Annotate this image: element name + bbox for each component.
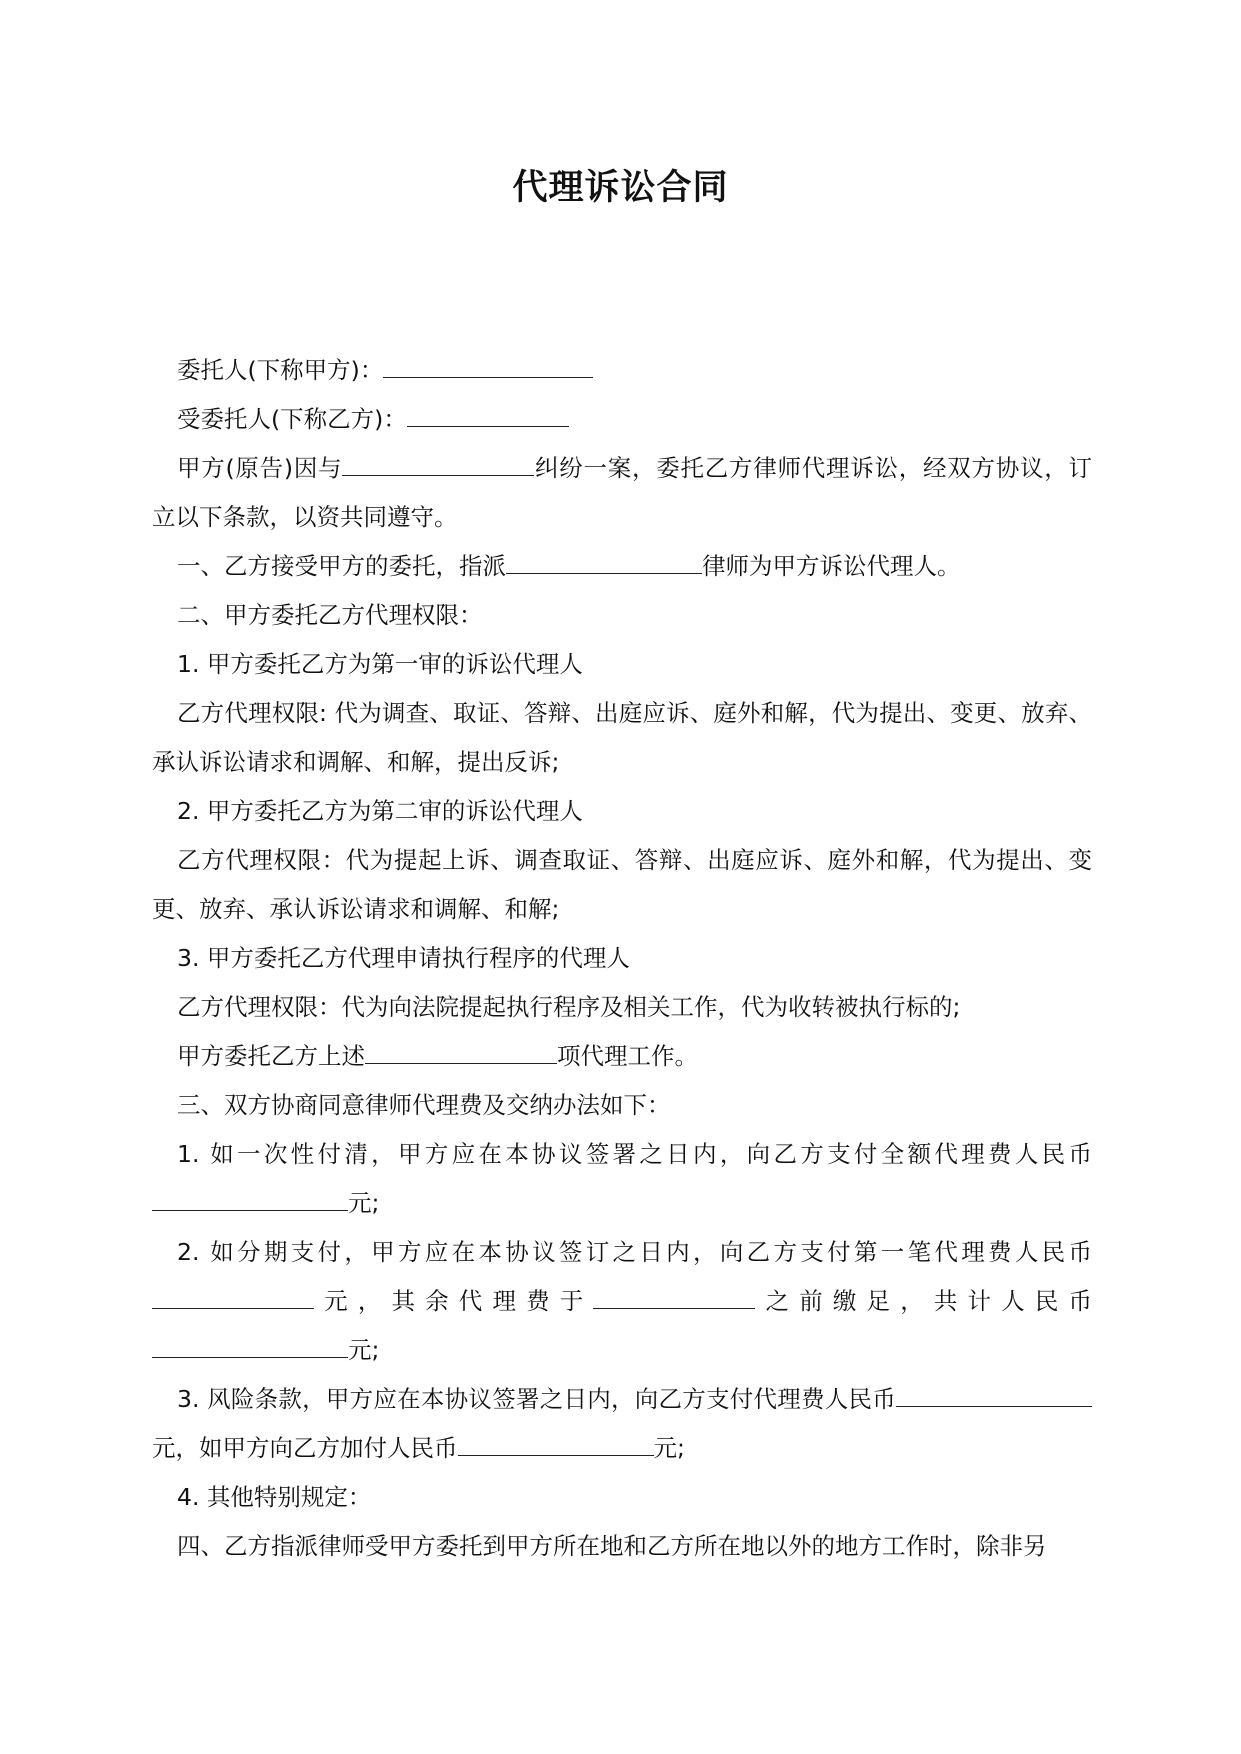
preamble-text-start: 甲方(原告)因与 (177, 454, 343, 482)
clause-one-text-end: 律师为甲方诉讼代理人。 (702, 552, 961, 580)
contract-body (152, 346, 1092, 1571)
preamble-text-end: 纠纷一案，委托乙方律师代理诉讼，经双方协议，订立以下条款，以资共同遵守。 (152, 454, 1092, 531)
agent-label: 受委托人(下称乙方)： (177, 405, 407, 433)
risk-extra-text: 元，如甲方向乙方加付人民币 (152, 1434, 458, 1462)
clause-two-item-3-scope: 乙方代理权限：代为向法院提起执行程序及相关工作，代为收转被执行标的; (177, 993, 961, 1021)
lump-sum-amount-blank (152, 1185, 348, 1211)
clause-three-item-4: 4. 其他特别规定： (177, 1483, 372, 1511)
lump-sum-text: 1. 如一次性付清，甲方应在本协议签署之日内，向乙方支付全额代理费人民币 (177, 1140, 1092, 1168)
risk-clause-text: 3. 风险条款，甲方应在本协议签署之日内，向乙方支付代理费人民币 (177, 1385, 896, 1413)
lump-sum-unit: 元; (348, 1189, 380, 1217)
item-count-blank (365, 1038, 557, 1064)
clause-three-heading: 三、双方协商同意律师代理费及交纳办法如下： (177, 1091, 671, 1119)
clause-two-summary (152, 1032, 1092, 1081)
installment-text: 2. 如分期支付，甲方应在本协议签订之日内，向乙方支付第一笔代理费人民币 (177, 1238, 1092, 1266)
agent-name-blank (407, 401, 569, 427)
lawyer-name-blank (506, 548, 702, 574)
clause-two-item-1: 1. 甲方委托乙方为第一审的诉讼代理人 (177, 650, 583, 678)
risk-unit: 元; (653, 1434, 685, 1462)
clause-four: 四、乙方指派律师受甲方委托到甲方所在地和乙方所在地以外的地方工作时，除非另 (177, 1532, 1047, 1560)
clause-three-item-1 (152, 1130, 1092, 1228)
clause-one-text-start: 一、乙方接受甲方的委托，指派 (177, 552, 506, 580)
first-payment-blank (152, 1283, 314, 1309)
clause-two-heading: 二、甲方委托乙方代理权限： (177, 601, 483, 629)
installment-unit: 元; (348, 1336, 380, 1364)
installment-remainder-text: 元，其余代理费于 (314, 1287, 594, 1315)
due-date-blank (593, 1283, 755, 1309)
clause-two-item-1-scope: 乙方代理权限: 代为调查、取证、答辩、出庭应诉、庭外和解，代为提出、变更、放弃、承认诉讼请求和调解、和解，提出反诉; (152, 699, 1092, 776)
clause-preamble (152, 444, 1092, 542)
clause-agent (152, 395, 1092, 444)
clause-two-item-2-scope: 乙方代理权限：代为提起上诉、调查取证、答辩、出庭应诉、庭外和解，代为提出、变更、放弃、承认诉讼请求和调解、和解; (152, 846, 1092, 923)
extra-fee-blank (458, 1430, 654, 1456)
clause-one (152, 542, 1092, 591)
installment-total-text: 之前缴足，共计人民币 (755, 1287, 1093, 1315)
clause-two-item-3: 3. 甲方委托乙方代理申请执行程序的代理人 (177, 944, 630, 972)
summary-text-start: 甲方委托乙方上述 (177, 1042, 365, 1070)
document-title: 代理诉讼合同 (512, 168, 729, 208)
client-label: 委托人(下称甲方)： (177, 356, 384, 384)
client-name-blank (383, 352, 593, 378)
clause-client (152, 346, 1092, 395)
clause-three-item-2 (152, 1228, 1092, 1375)
summary-text-end: 项代理工作。 (557, 1042, 698, 1070)
total-amount-blank (152, 1332, 348, 1358)
dispute-party-blank (342, 450, 534, 476)
risk-fee-blank (896, 1381, 1092, 1407)
clause-three-item-3 (152, 1375, 1092, 1473)
clause-two-item-2: 2. 甲方委托乙方为第二审的诉讼代理人 (177, 797, 583, 825)
